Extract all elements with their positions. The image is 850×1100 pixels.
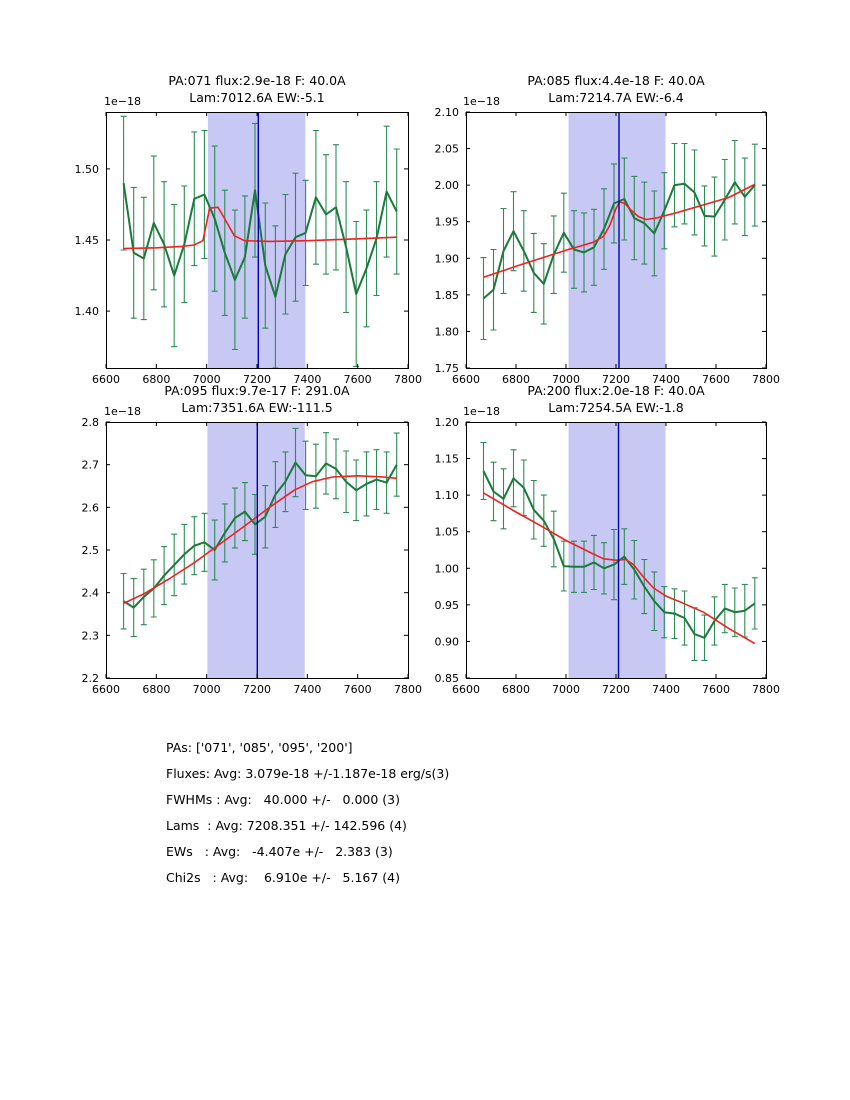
y-tick-label: 0.95 <box>434 598 459 612</box>
x-tick-label: 7000 <box>552 373 580 386</box>
x-tick-label: 6800 <box>502 373 530 386</box>
subplot-pa200 <box>435 416 781 696</box>
y-tick-label: 0.85 <box>434 672 459 685</box>
x-tick-label: 6600 <box>452 683 480 696</box>
y-tick-label: 2.2 <box>81 672 99 685</box>
y-tick-label: 2.4 <box>81 586 99 600</box>
x-tick-label: 6600 <box>92 683 120 696</box>
fit-window-band <box>569 112 666 368</box>
y-tick-label: 1.05 <box>434 525 459 539</box>
x-tick-label: 7800 <box>752 683 780 696</box>
y-tick-label: 2.3 <box>81 629 99 643</box>
summary-ews: EWs : Avg: -4.407e +/- 2.383 (3) <box>166 844 393 859</box>
summary-lams: Lams : Avg: 7208.351 +/- 142.596 (4) <box>166 818 407 833</box>
x-tick-label: 7600 <box>343 373 372 386</box>
subplot-pa085-title-line1: PA:085 flux:4.4e-18 F: 40.0A <box>527 73 705 88</box>
y-tick-label: 1.80 <box>434 325 459 339</box>
x-tick-label: 7600 <box>702 373 730 386</box>
summary-fwhms: FWHMs : Avg: 40.000 +/- 0.000 (3) <box>166 792 400 807</box>
x-tick-label: 7200 <box>602 683 630 696</box>
x-tick-label: 7800 <box>394 373 422 386</box>
y-tick-label: 2.6 <box>81 501 99 515</box>
y-tick-label: 2.5 <box>81 544 99 557</box>
x-tick-label: 6600 <box>452 373 480 386</box>
y-offset-label: 1e−18 <box>104 405 141 418</box>
subplot-pa095-title-line2: Lam:7351.6A EW:-111.5 <box>181 400 333 415</box>
subplot-pa200-title-line1: PA:200 flux:2.0e-18 F: 40.0A <box>527 383 705 398</box>
subplot-pa200-title-line2: Lam:7254.5A EW:-1.8 <box>548 400 684 415</box>
subplot-pa071-title-line2: Lam:7012.6A EW:-5.1 <box>189 90 325 105</box>
subplot-pa085-title-line2: Lam:7214.7A EW:-6.4 <box>548 90 684 105</box>
x-tick-label: 7400 <box>293 683 322 696</box>
x-tick-label: 6600 <box>92 373 120 386</box>
y-tick-label: 2.8 <box>81 416 99 429</box>
x-tick-label: 7000 <box>192 373 221 386</box>
x-tick-label: 6800 <box>502 683 530 696</box>
x-tick-label: 6800 <box>142 683 171 696</box>
x-tick-label: 7800 <box>752 373 780 386</box>
y-tick-label: 1.15 <box>434 452 459 466</box>
y-tick-label: 2.05 <box>434 142 459 156</box>
y-tick-label: 1.10 <box>434 489 459 503</box>
y-offset-label: 1e−18 <box>104 95 141 108</box>
summary-chi2s: Chi2s : Avg: 6.910e +/- 5.167 (4) <box>166 870 400 885</box>
y-tick-label: 1.20 <box>434 416 459 429</box>
y-tick-label: 1.50 <box>74 162 99 176</box>
fit-window-band <box>208 112 305 368</box>
x-tick-label: 7400 <box>293 373 322 386</box>
x-tick-label: 7200 <box>243 683 271 696</box>
subplot-pa085 <box>435 106 781 386</box>
subplot-pa071-title-line1: PA:071 flux:2.9e-18 F: 40.0A <box>168 73 346 88</box>
x-tick-label: 7200 <box>243 373 271 386</box>
x-tick-label: 7800 <box>394 683 422 696</box>
y-tick-label: 2.00 <box>434 179 459 193</box>
summary-pas: PAs: ['071', '085', '095', '200'] <box>166 740 353 755</box>
x-tick-label: 7000 <box>552 683 580 696</box>
y-tick-label: 1.85 <box>434 288 459 302</box>
x-tick-label: 7400 <box>652 683 680 696</box>
y-tick-label: 2.7 <box>81 458 99 472</box>
subplot-pa071 <box>75 112 423 386</box>
x-tick-label: 7400 <box>652 373 680 386</box>
x-tick-label: 6800 <box>142 373 171 386</box>
subplot-pa095-title-line1: PA:095 flux:9.7e-17 F: 291.0A <box>164 383 350 398</box>
fit-window-band <box>207 422 304 678</box>
summary-fluxes: Fluxes: Avg: 3.079e-18 +/-1.187e-18 erg/s(3) <box>166 766 450 781</box>
y-tick-label: 1.95 <box>434 215 459 229</box>
x-tick-label: 7600 <box>343 683 372 696</box>
x-tick-label: 7000 <box>192 683 221 696</box>
y-tick-label: 2.10 <box>434 106 459 119</box>
y-tick-label: 1.00 <box>434 562 459 576</box>
fit-window-band <box>569 422 666 678</box>
subplot-pa095 <box>82 416 423 696</box>
y-tick-label: 1.45 <box>74 234 99 247</box>
y-offset-label: 1e−18 <box>463 405 500 418</box>
y-offset-label: 1e−18 <box>463 95 500 108</box>
y-tick-label: 1.75 <box>434 362 459 375</box>
x-tick-label: 7600 <box>702 683 730 696</box>
y-tick-label: 1.90 <box>434 252 459 266</box>
y-tick-label: 0.90 <box>434 635 459 649</box>
y-tick-label: 1.40 <box>74 305 99 319</box>
x-tick-label: 7200 <box>602 373 630 386</box>
